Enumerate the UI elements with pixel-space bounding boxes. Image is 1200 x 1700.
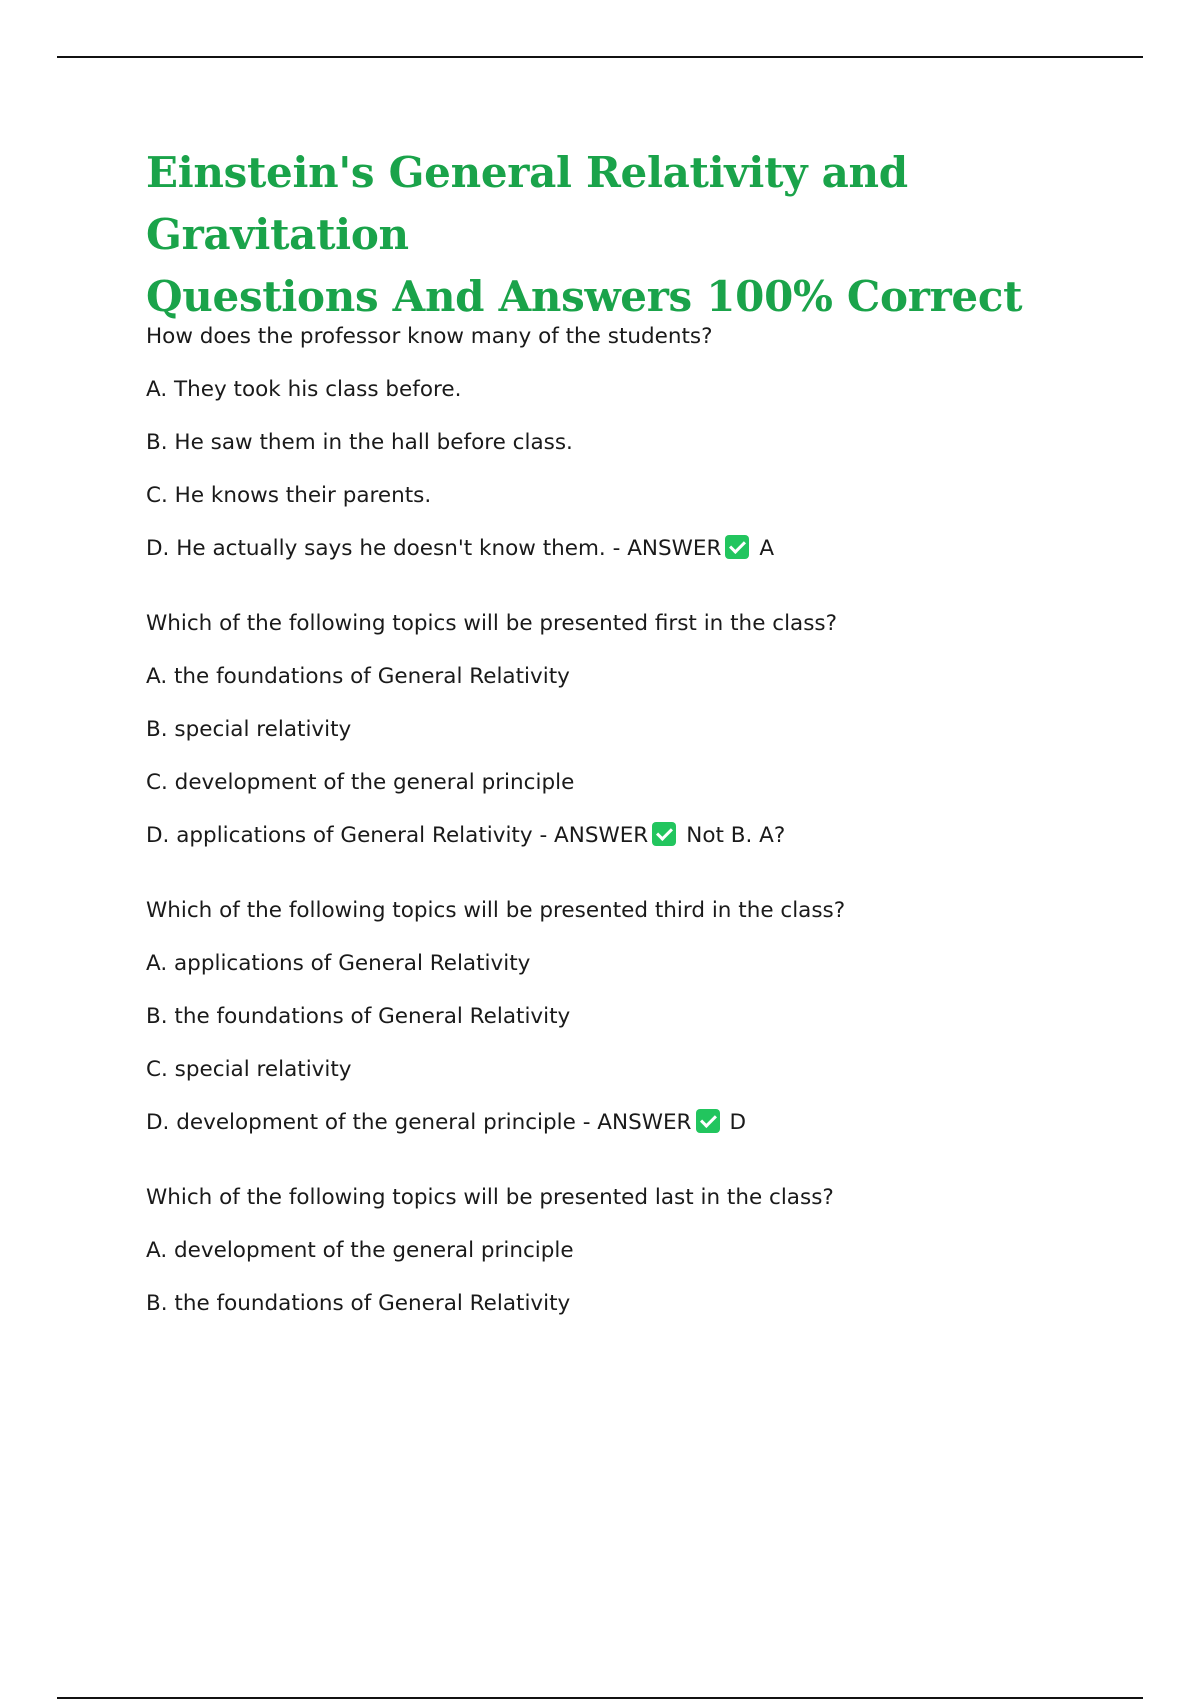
qa-item-2 [146, 609, 1126, 850]
option-b: B. He saw them in the hall before class. [146, 430, 573, 455]
question-text: Which of the following topics will be presented first in the class? [146, 611, 838, 636]
question-text: Which of the following topics will be presented third in the class? [146, 898, 846, 923]
option-b: B. special relativity [146, 717, 352, 742]
option-b: B. the foundations of General Relativity [146, 1291, 571, 1316]
question-text: Which of the following topics will be presented last in the class? [146, 1185, 834, 1210]
option-a: A. the foundations of General Relativity [146, 664, 570, 689]
option-c: C. He knows their parents. [146, 483, 432, 508]
option-d-with-answer [146, 1108, 1126, 1137]
option-d-with-answer [146, 821, 1126, 850]
answer-value: D [729, 1110, 747, 1135]
top-rule [57, 56, 1143, 58]
answer-value: A [759, 536, 775, 561]
answer-label: - ANSWER [582, 1110, 692, 1135]
option-d: D. development of the general principle [146, 1110, 576, 1135]
check-icon [725, 535, 749, 559]
option-d-with-answer [146, 534, 1126, 563]
qa-item-1 [146, 322, 1126, 563]
answer-label: - ANSWER [539, 823, 649, 848]
qa-item-4 [146, 1183, 1126, 1318]
qa-item-3 [146, 896, 1126, 1137]
option-a: A. development of the general principle [146, 1238, 574, 1263]
option-a: A. applications of General Relativity [146, 951, 531, 976]
answer-value: Not B. A? [686, 823, 786, 848]
title-line-1: Einstein's General Relativity and Gravitation [146, 148, 908, 259]
bottom-rule [57, 1697, 1143, 1699]
question-text: How does the professor know many of the students? [146, 324, 713, 349]
option-d: D. He actually says he doesn't know them. [146, 536, 606, 561]
option-c: C. development of the general principle [146, 770, 575, 795]
check-icon [652, 822, 676, 846]
option-c: C. special relativity [146, 1057, 352, 1082]
qa-list [146, 322, 1126, 1342]
title-line-2: Questions And Answers 100% Correct [146, 272, 1023, 321]
answer-label: - ANSWER [612, 536, 722, 561]
option-a: A. They took his class before. [146, 377, 462, 402]
option-d: D. applications of General Relativity [146, 823, 533, 848]
check-icon [696, 1109, 720, 1133]
option-b: B. the foundations of General Relativity [146, 1004, 571, 1029]
document-title [146, 142, 1146, 328]
